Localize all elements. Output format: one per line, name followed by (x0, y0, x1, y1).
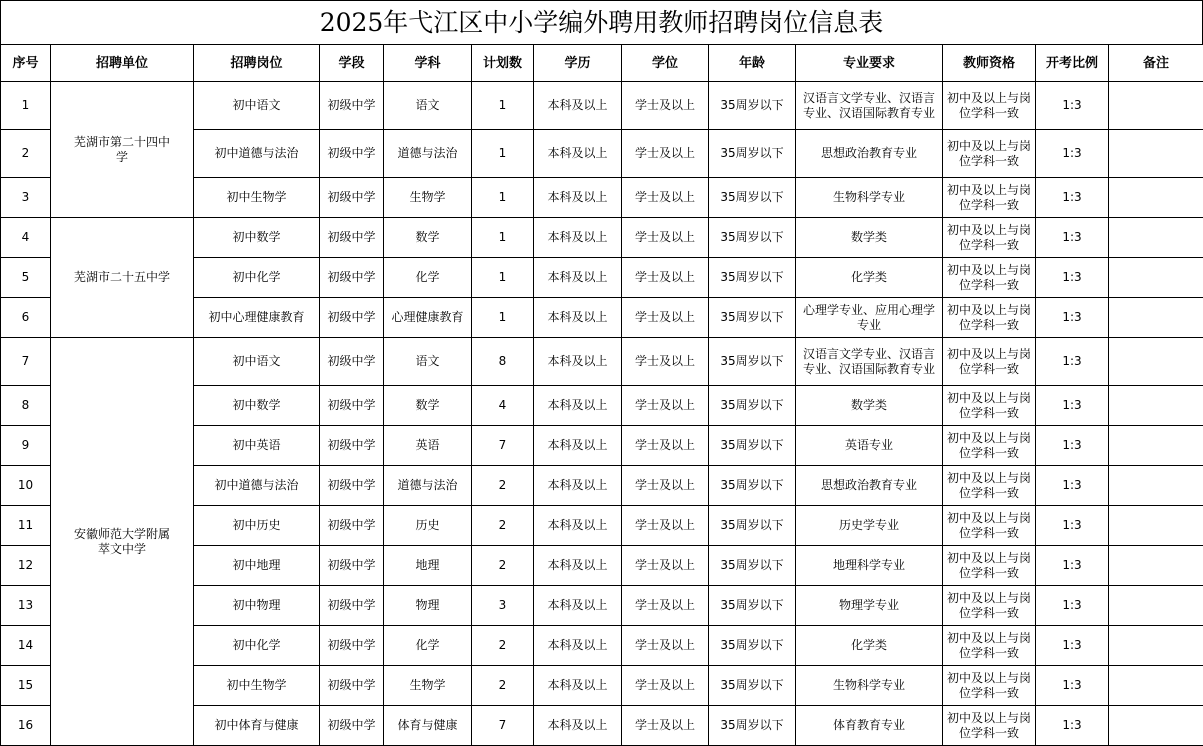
edu-cell: 本科及以上 (534, 586, 622, 626)
edu-cell: 本科及以上 (534, 82, 622, 130)
degree-cell: 学士及以上 (622, 626, 709, 666)
stage-cell: 初级中学 (320, 386, 384, 426)
row-number-cell: 14 (1, 626, 51, 666)
stage-cell: 初级中学 (320, 626, 384, 666)
post-cell: 初中体育与健康 (194, 706, 320, 746)
unit-cell: 安徽师范大学附属萃文中学 (51, 338, 194, 746)
page-title: 2025年弋江区中小学编外聘用教师招聘岗位信息表 (0, 0, 1203, 44)
degree-cell: 学士及以上 (622, 338, 709, 386)
subject-cell: 数学 (384, 386, 472, 426)
ratio-cell: 1:3 (1036, 626, 1109, 666)
stage-cell: 初级中学 (320, 178, 384, 218)
row-number-cell: 8 (1, 386, 51, 426)
degree-cell: 学士及以上 (622, 506, 709, 546)
note-cell (1109, 666, 1203, 706)
stage-cell: 初级中学 (320, 466, 384, 506)
post-cell: 初中化学 (194, 626, 320, 666)
stage-cell: 初级中学 (320, 338, 384, 386)
ratio-cell: 1:3 (1036, 218, 1109, 258)
note-cell (1109, 218, 1203, 258)
stage-cell: 初级中学 (320, 82, 384, 130)
post-cell: 初中语文 (194, 338, 320, 386)
note-cell (1109, 586, 1203, 626)
note-cell (1109, 338, 1203, 386)
degree-cell: 学士及以上 (622, 546, 709, 586)
post-cell: 初中历史 (194, 506, 320, 546)
ratio-cell: 1:3 (1036, 706, 1109, 746)
degree-cell: 学士及以上 (622, 426, 709, 466)
stage-cell: 初级中学 (320, 506, 384, 546)
cert-cell: 初中及以上与岗位学科一致 (943, 258, 1036, 298)
row-number-cell: 15 (1, 666, 51, 706)
edu-cell: 本科及以上 (534, 338, 622, 386)
table-row (1, 338, 1203, 386)
major-cell: 生物科学专业 (796, 666, 943, 706)
edu-cell: 本科及以上 (534, 466, 622, 506)
major-cell: 汉语言文学专业、汉语言专业、汉语国际教育专业 (796, 82, 943, 130)
header-cell: 教师资格 (943, 45, 1036, 82)
age-cell: 35周岁以下 (709, 130, 796, 178)
subject-cell: 化学 (384, 258, 472, 298)
degree-cell: 学士及以上 (622, 386, 709, 426)
degree-cell: 学士及以上 (622, 258, 709, 298)
count-cell: 2 (472, 546, 534, 586)
note-cell (1109, 130, 1203, 178)
degree-cell: 学士及以上 (622, 130, 709, 178)
edu-cell: 本科及以上 (534, 130, 622, 178)
ratio-cell: 1:3 (1036, 506, 1109, 546)
unit-cell: 芜湖市第二十四中学 (51, 82, 194, 218)
ratio-cell: 1:3 (1036, 386, 1109, 426)
subject-cell: 体育与健康 (384, 706, 472, 746)
age-cell: 35周岁以下 (709, 426, 796, 466)
subject-cell: 道德与法治 (384, 466, 472, 506)
header-cell: 学历 (534, 45, 622, 82)
subject-cell: 道德与法治 (384, 130, 472, 178)
stage-cell: 初级中学 (320, 298, 384, 338)
ratio-cell: 1:3 (1036, 586, 1109, 626)
edu-cell: 本科及以上 (534, 666, 622, 706)
cert-cell: 初中及以上与岗位学科一致 (943, 338, 1036, 386)
age-cell: 35周岁以下 (709, 666, 796, 706)
age-cell: 35周岁以下 (709, 258, 796, 298)
count-cell: 1 (472, 130, 534, 178)
subject-cell: 化学 (384, 626, 472, 666)
stage-cell: 初级中学 (320, 130, 384, 178)
cert-cell: 初中及以上与岗位学科一致 (943, 586, 1036, 626)
count-cell: 7 (472, 426, 534, 466)
count-cell: 2 (472, 506, 534, 546)
note-cell (1109, 258, 1203, 298)
table-row (1, 218, 1203, 258)
major-cell: 心理学专业、应用心理学专业 (796, 298, 943, 338)
row-number-cell: 16 (1, 706, 51, 746)
degree-cell: 学士及以上 (622, 298, 709, 338)
degree-cell: 学士及以上 (622, 666, 709, 706)
row-number-cell: 7 (1, 338, 51, 386)
major-cell: 历史学专业 (796, 506, 943, 546)
edu-cell: 本科及以上 (534, 298, 622, 338)
count-cell: 1 (472, 218, 534, 258)
post-cell: 初中数学 (194, 386, 320, 426)
header-cell: 备注 (1109, 45, 1203, 82)
post-cell: 初中生物学 (194, 178, 320, 218)
stage-cell: 初级中学 (320, 586, 384, 626)
note-cell (1109, 178, 1203, 218)
age-cell: 35周岁以下 (709, 626, 796, 666)
cert-cell: 初中及以上与岗位学科一致 (943, 426, 1036, 466)
subject-cell: 语文 (384, 82, 472, 130)
major-cell: 数学类 (796, 218, 943, 258)
count-cell: 1 (472, 178, 534, 218)
cert-cell: 初中及以上与岗位学科一致 (943, 546, 1036, 586)
ratio-cell: 1:3 (1036, 82, 1109, 130)
edu-cell: 本科及以上 (534, 546, 622, 586)
post-cell: 初中心理健康教育 (194, 298, 320, 338)
ratio-cell: 1:3 (1036, 466, 1109, 506)
major-cell: 化学类 (796, 258, 943, 298)
cert-cell: 初中及以上与岗位学科一致 (943, 218, 1036, 258)
degree-cell: 学士及以上 (622, 586, 709, 626)
stage-cell: 初级中学 (320, 706, 384, 746)
age-cell: 35周岁以下 (709, 586, 796, 626)
count-cell: 4 (472, 386, 534, 426)
post-cell: 初中语文 (194, 82, 320, 130)
age-cell: 35周岁以下 (709, 506, 796, 546)
degree-cell: 学士及以上 (622, 82, 709, 130)
cert-cell: 初中及以上与岗位学科一致 (943, 386, 1036, 426)
degree-cell: 学士及以上 (622, 178, 709, 218)
edu-cell: 本科及以上 (534, 258, 622, 298)
ratio-cell: 1:3 (1036, 426, 1109, 466)
stage-cell: 初级中学 (320, 666, 384, 706)
age-cell: 35周岁以下 (709, 218, 796, 258)
count-cell: 8 (472, 338, 534, 386)
ratio-cell: 1:3 (1036, 298, 1109, 338)
degree-cell: 学士及以上 (622, 466, 709, 506)
subject-cell: 英语 (384, 426, 472, 466)
note-cell (1109, 466, 1203, 506)
count-cell: 1 (472, 82, 534, 130)
row-number-cell: 13 (1, 586, 51, 626)
row-number-cell: 1 (1, 82, 51, 130)
major-cell: 英语专业 (796, 426, 943, 466)
cert-cell: 初中及以上与岗位学科一致 (943, 466, 1036, 506)
age-cell: 35周岁以下 (709, 178, 796, 218)
unit-cell: 芜湖市二十五中学 (51, 218, 194, 338)
subject-cell: 历史 (384, 506, 472, 546)
age-cell: 35周岁以下 (709, 546, 796, 586)
age-cell: 35周岁以下 (709, 386, 796, 426)
degree-cell: 学士及以上 (622, 706, 709, 746)
stage-cell: 初级中学 (320, 426, 384, 466)
row-number-cell: 2 (1, 130, 51, 178)
stage-cell: 初级中学 (320, 258, 384, 298)
stage-cell: 初级中学 (320, 546, 384, 586)
post-cell: 初中化学 (194, 258, 320, 298)
note-cell (1109, 626, 1203, 666)
note-cell (1109, 506, 1203, 546)
degree-cell: 学士及以上 (622, 218, 709, 258)
table-body (1, 82, 1203, 746)
post-cell: 初中道德与法治 (194, 130, 320, 178)
major-cell: 化学类 (796, 626, 943, 666)
cert-cell: 初中及以上与岗位学科一致 (943, 626, 1036, 666)
row-number-cell: 5 (1, 258, 51, 298)
count-cell: 3 (472, 586, 534, 626)
post-cell: 初中生物学 (194, 666, 320, 706)
subject-cell: 生物学 (384, 666, 472, 706)
major-cell: 物理学专业 (796, 586, 943, 626)
header-cell: 序号 (1, 45, 51, 82)
note-cell (1109, 706, 1203, 746)
count-cell: 2 (472, 466, 534, 506)
post-cell: 初中英语 (194, 426, 320, 466)
cert-cell: 初中及以上与岗位学科一致 (943, 298, 1036, 338)
row-number-cell: 6 (1, 298, 51, 338)
edu-cell: 本科及以上 (534, 426, 622, 466)
table-row (1, 82, 1203, 130)
header-cell: 专业要求 (796, 45, 943, 82)
age-cell: 35周岁以下 (709, 298, 796, 338)
header-cell: 招聘岗位 (194, 45, 320, 82)
major-cell: 思想政治教育专业 (796, 130, 943, 178)
note-cell (1109, 298, 1203, 338)
row-number-cell: 3 (1, 178, 51, 218)
note-cell (1109, 82, 1203, 130)
header-row (1, 45, 1203, 82)
cert-cell: 初中及以上与岗位学科一致 (943, 178, 1036, 218)
ratio-cell: 1:3 (1036, 258, 1109, 298)
note-cell (1109, 546, 1203, 586)
row-number-cell: 9 (1, 426, 51, 466)
row-number-cell: 11 (1, 506, 51, 546)
header-cell: 学科 (384, 45, 472, 82)
post-cell: 初中地理 (194, 546, 320, 586)
subject-cell: 生物学 (384, 178, 472, 218)
cert-cell: 初中及以上与岗位学科一致 (943, 666, 1036, 706)
header-cell: 开考比例 (1036, 45, 1109, 82)
header-cell: 计划数 (472, 45, 534, 82)
ratio-cell: 1:3 (1036, 338, 1109, 386)
count-cell: 2 (472, 666, 534, 706)
edu-cell: 本科及以上 (534, 626, 622, 666)
major-cell: 数学类 (796, 386, 943, 426)
cert-cell: 初中及以上与岗位学科一致 (943, 130, 1036, 178)
row-number-cell: 12 (1, 546, 51, 586)
edu-cell: 本科及以上 (534, 386, 622, 426)
header-cell: 招聘单位 (51, 45, 194, 82)
major-cell: 生物科学专业 (796, 178, 943, 218)
subject-cell: 地理 (384, 546, 472, 586)
age-cell: 35周岁以下 (709, 466, 796, 506)
count-cell: 7 (472, 706, 534, 746)
subject-cell: 数学 (384, 218, 472, 258)
age-cell: 35周岁以下 (709, 706, 796, 746)
ratio-cell: 1:3 (1036, 546, 1109, 586)
header-cell: 学段 (320, 45, 384, 82)
cert-cell: 初中及以上与岗位学科一致 (943, 506, 1036, 546)
subject-cell: 心理健康教育 (384, 298, 472, 338)
count-cell: 1 (472, 258, 534, 298)
ratio-cell: 1:3 (1036, 178, 1109, 218)
edu-cell: 本科及以上 (534, 178, 622, 218)
cert-cell: 初中及以上与岗位学科一致 (943, 82, 1036, 130)
note-cell (1109, 386, 1203, 426)
major-cell: 思想政治教育专业 (796, 466, 943, 506)
row-number-cell: 10 (1, 466, 51, 506)
cert-cell: 初中及以上与岗位学科一致 (943, 706, 1036, 746)
major-cell: 汉语言文学专业、汉语言专业、汉语国际教育专业 (796, 338, 943, 386)
post-cell: 初中数学 (194, 218, 320, 258)
count-cell: 1 (472, 298, 534, 338)
age-cell: 35周岁以下 (709, 338, 796, 386)
post-cell: 初中道德与法治 (194, 466, 320, 506)
age-cell: 35周岁以下 (709, 82, 796, 130)
major-cell: 地理科学专业 (796, 546, 943, 586)
stage-cell: 初级中学 (320, 218, 384, 258)
subject-cell: 物理 (384, 586, 472, 626)
ratio-cell: 1:3 (1036, 666, 1109, 706)
count-cell: 2 (472, 626, 534, 666)
recruitment-table (0, 44, 1203, 746)
edu-cell: 本科及以上 (534, 506, 622, 546)
edu-cell: 本科及以上 (534, 706, 622, 746)
subject-cell: 语文 (384, 338, 472, 386)
row-number-cell: 4 (1, 218, 51, 258)
header-cell: 学位 (622, 45, 709, 82)
major-cell: 体育教育专业 (796, 706, 943, 746)
edu-cell: 本科及以上 (534, 218, 622, 258)
header-cell: 年龄 (709, 45, 796, 82)
note-cell (1109, 426, 1203, 466)
ratio-cell: 1:3 (1036, 130, 1109, 178)
post-cell: 初中物理 (194, 586, 320, 626)
